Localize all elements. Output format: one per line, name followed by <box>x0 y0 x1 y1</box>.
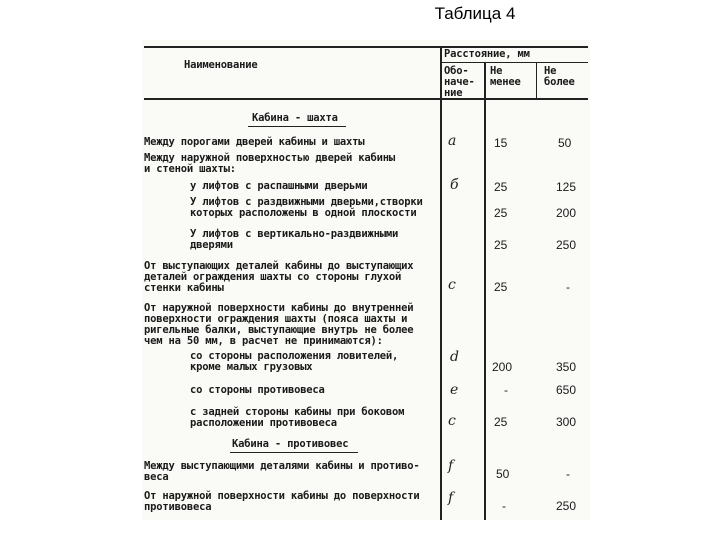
row-min: 25 <box>494 280 508 294</box>
row-text: с задней стороны кабины при боковом расположении противовеса <box>190 406 405 429</box>
row-text: У лифтов с вертикально-раздвижными дверями <box>190 228 399 251</box>
header-name: Наименование <box>184 59 258 71</box>
row-symbol: d <box>450 349 459 365</box>
row-max: - <box>566 280 570 294</box>
row-max: 250 <box>556 499 577 513</box>
header-designation: Обо- наче- ние <box>444 65 475 99</box>
row-max: 125 <box>556 180 577 194</box>
row-text: У лифтов с раздвижными дверьми,створки которых расположены в одной плоскости <box>190 196 423 219</box>
scanned-table <box>142 40 590 520</box>
row-min: 200 <box>492 360 513 374</box>
row-min: 25 <box>494 206 508 220</box>
row-text: Между выступающими деталями кабины и противо- веса <box>144 460 420 483</box>
row-symbol: б <box>450 177 459 193</box>
row-text: От наружной поверхности кабины до внутренней поверхности ограждения шахты (пояса шахты и ригельные балки, выступающие внутрь не более чем на 50 мм, в расчет не принимаются): <box>144 302 414 347</box>
row-symbol: a <box>448 133 457 149</box>
header-distance: Расстояние, мм <box>444 48 530 60</box>
row-text: со стороны противовеса <box>190 384 325 396</box>
row-symbol: f <box>448 458 454 474</box>
distance-rule <box>442 62 588 63</box>
row-max: 350 <box>556 360 577 374</box>
section-cabin-shaft: Кабина - шахта <box>252 112 338 124</box>
row-min: 50 <box>496 467 510 481</box>
header-min: Не менее <box>490 65 521 88</box>
col-rule-2 <box>484 62 486 520</box>
row-text: со стороны расположения ловителей, кроме малых грузовых <box>190 350 399 373</box>
page-title: Таблица 4 <box>434 4 516 23</box>
row-min: 25 <box>494 180 508 194</box>
header-rule <box>144 98 588 100</box>
row-text: у лифтов с распашными дверьми <box>190 180 368 192</box>
row-min: 25 <box>494 238 508 252</box>
row-max: 650 <box>556 383 577 397</box>
row-min: - <box>502 499 506 513</box>
row-symbol: c <box>448 277 456 293</box>
row-symbol: e <box>450 382 459 398</box>
section1-underline <box>248 126 346 127</box>
row-text: Между порогами дверей кабины и шахты <box>144 136 365 148</box>
row-max: 300 <box>556 415 577 429</box>
row-min: 15 <box>494 136 508 150</box>
col-rule-1 <box>440 46 442 520</box>
row-symbol: c <box>448 413 456 429</box>
row-symbol: f <box>448 490 454 506</box>
col-rule-3 <box>536 62 537 100</box>
row-min: - <box>504 383 508 397</box>
row-text: От выступающих деталей кабины до выступающих деталей ограждения шахты со стороны глухой стенки кабины <box>144 260 414 294</box>
row-text: От наружной поверхности кабины до поверхности противовеса <box>144 490 420 513</box>
row-text: Между наружной поверхностью дверей кабины и стеной шахты: <box>144 152 395 175</box>
header-max: Не более <box>544 65 575 88</box>
section-cabin-counterweight: Кабина - противовес <box>232 438 349 450</box>
row-max: 200 <box>556 206 577 220</box>
row-max: - <box>566 467 570 481</box>
row-max: 50 <box>558 136 572 150</box>
row-max: 250 <box>556 238 577 252</box>
section2-underline <box>230 452 358 453</box>
row-min: 25 <box>494 415 508 429</box>
